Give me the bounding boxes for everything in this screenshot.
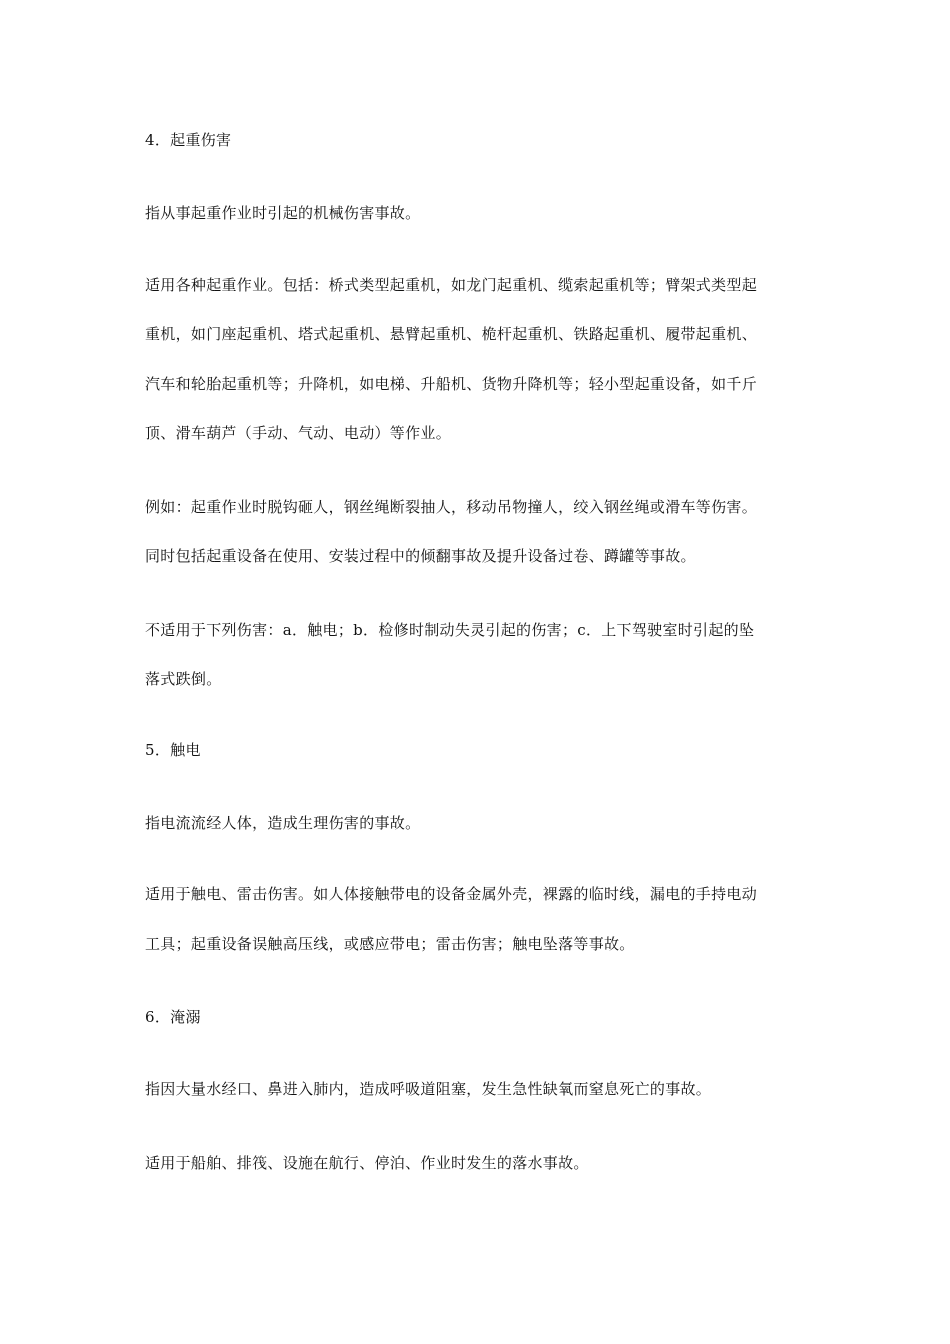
paragraph-line: 不适用于下列伤害：a．触电；b．检修时制动失灵引起的伤害；c．上下驾驶室时引起的坠: [145, 621, 755, 639]
paragraph-line: 工具；起重设备误触高压线，或感应带电；雷击伤害；触电坠落等事故。: [145, 935, 635, 953]
paragraph-line: 汽车和轮胎起重机等；升降机，如电梯、升船机、货物升降机等；轻小型起重设备，如千斤: [145, 375, 758, 393]
paragraph-line: 指电流流经人体，造成生理伤害的事故。: [145, 814, 421, 832]
paragraph-line: 落式跌倒。: [145, 670, 222, 688]
section-heading: 5．触电: [145, 741, 201, 759]
paragraph-line: 指因大量水经口、鼻进入肺内，造成呼吸道阻塞，发生急性缺氧而窒息死亡的事故。: [145, 1080, 712, 1098]
paragraph-line: 例如：起重作业时脱钩砸人，钢丝绳断裂抽人，移动吊物撞人，绞入钢丝绳或滑车等伤害。: [145, 498, 758, 516]
paragraph-line: 适用各种起重作业。包括：桥式类型起重机，如龙门起重机、缆索起重机等；臂架式类型起: [145, 276, 758, 294]
paragraph-line: 适用于船舶、排筏、设施在航行、停泊、作业时发生的落水事故。: [145, 1154, 589, 1172]
paragraph-line: 顶、滑车葫芦（手动、气动、电动）等作业。: [145, 424, 452, 442]
paragraph-line: 指从事起重作业时引起的机械伤害事故。: [145, 204, 421, 222]
paragraph-line: 适用于触电、雷击伤害。如人体接触带电的设备金属外壳，裸露的临时线，漏电的手持电动: [145, 885, 758, 903]
paragraph-line: 同时包括起重设备在使用、安装过程中的倾翻事故及提升设备过卷、蹲罐等事故。: [145, 547, 696, 565]
section-heading: 6．淹溺: [145, 1008, 201, 1026]
paragraph-line: 重机，如门座起重机、塔式起重机、悬臂起重机、桅杆起重机、铁路起重机、履带起重机、: [145, 325, 758, 343]
section-heading: 4．起重伤害: [145, 131, 232, 149]
